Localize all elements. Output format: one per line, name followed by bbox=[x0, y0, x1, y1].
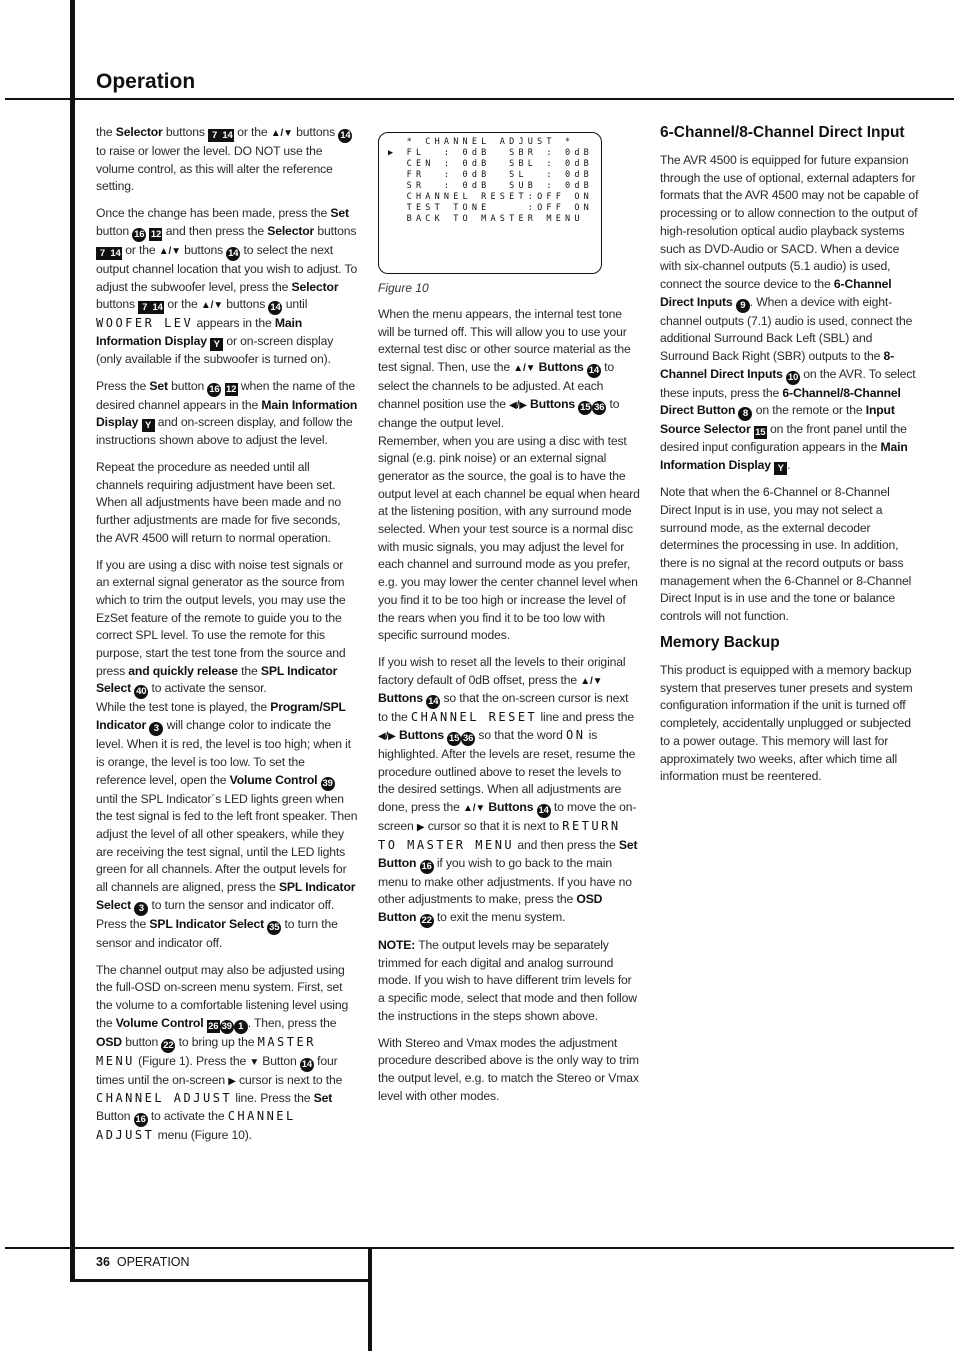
callout-circle: 1 bbox=[234, 1020, 248, 1034]
callout-circle: 22 bbox=[163, 1039, 174, 1051]
footer-rule bbox=[5, 1247, 954, 1249]
paragraph: the Selector buttons 7 14 or the ▲/▼ buttons 14 to raise or lower the level. DO NOT use the volume control, as this will alter the reference setting. bbox=[96, 125, 351, 194]
callout-circle: 14 bbox=[270, 302, 281, 314]
up-down-arrows-icon: ▲/▼ bbox=[580, 675, 603, 687]
up-down-arrows-icon: ▲/▼ bbox=[158, 245, 181, 257]
callout-circle: 14 bbox=[538, 805, 549, 817]
callout-circle: 35 bbox=[269, 921, 280, 933]
paragraph: NOTE: The output levels may be separately trimmed for each digital and analog surround mode. If you wish to have different trim levels for a specific mode, select that mode and then follow the instructions in the steps shown above. bbox=[378, 937, 637, 1023]
lcd-text: MASTER MENU bbox=[96, 1034, 316, 1068]
column-2 bbox=[378, 306, 640, 1114]
callout-circle: 3 bbox=[149, 722, 163, 736]
paragraph: Repeat the procedure as needed until all channels requiring adjustment have been set. When all adjustments have been made and no further adjustments are made for five seconds, the AVR 4500 will return to normal operation. bbox=[96, 460, 342, 545]
paragraph: Remember, when you are using a disc with test signal (e.g. pink noise) or an external signal generator as the source, the goal is to have the output level at each channel be equal when heard at the listening position, with any surround mode selected. When your test source is a normal disc with music signals, you may adjust the level for each channel and surround mode as you prefer, e.g. you may lower the center channel level when you find it to be too high or increase the level of the rears when you find it to be too low with specific surround modes. bbox=[378, 433, 640, 643]
lcd-text: WOOFER LEV bbox=[96, 316, 194, 331]
right-arrow-icon: ▶ bbox=[228, 1075, 236, 1087]
callout-circle: 9 bbox=[736, 299, 750, 313]
callout-circle: 16 bbox=[421, 860, 432, 872]
osd-menu-text: * CHANNEL ADJUST * ▶ FL : 0dB SBR : 0dB CEN : 0dB SBL : 0dB FR : 0dB SL : 0dB SR : 0dB SUB : 0dB CHANNEL RESET:OFF ON TEST TONE :OFF ON BACK TO MASTER MENU bbox=[388, 137, 593, 224]
callout-square: 12 bbox=[225, 383, 237, 395]
callout-square: 12 bbox=[150, 228, 162, 240]
header-rule bbox=[5, 98, 954, 100]
paragraph: The AVR 4500 is equipped for future expansion through the use of optional, external adapters for formats that the AVR 4500 may not be capable of processing or to allow connection to the output of high-resolution optical audio playback systems such as DVD-Audio or SACD. When a device with six-channel outputs (5.1 audio) is used, connect the source device to the 6-Channel Direct Inputs 9 . When a device with eight-channel outputs (7.1) audio is used, connect the additional Surround Back Left (SBL) and Surround Back Right (SBR) outputs to the 8-Channel Direct Inputs 10 on the AVR. To select these inputs, press the 6-Channel/8-Channel Direct Button 8 on the remote or the Input Source Selector 15 on the front panel until the desired input configuration appears in the Main Information Display Y . bbox=[660, 153, 919, 475]
callout-square: 14 bbox=[222, 130, 233, 141]
callout-circle: 15 bbox=[580, 401, 591, 413]
callout-square: 7 bbox=[208, 129, 221, 142]
callout-circle: 8 bbox=[738, 407, 752, 421]
paragraph: Note that when the 6-Channel or 8-Channel Direct Input is in use, you may not select a surround mode, as the external decoder determines the processing in use. In addition, there is no signal at the record outputs or bass management when the 6-Channel or 8-Channel Direct Input is in use and the tone or balance controls will not function. bbox=[660, 485, 912, 624]
lcd-text: RETURN TO MASTER MENU bbox=[378, 819, 621, 852]
callout-circle: 15 bbox=[449, 733, 460, 745]
callout-circle: 16 bbox=[134, 228, 145, 240]
lcd-text: CHANNEL RESET bbox=[410, 710, 538, 725]
callout-circle: 14 bbox=[228, 247, 239, 259]
paragraph: If you wish to reset all the levels to their original factory default of 0dB offset, press the ▲/▼ Buttons 14 so that the on-screen cursor is next to the CHANNEL RESET line and press the ◀/▶ Buttons 15 36 so that the word ON is highlighted. After the levels are reset, resume the procedure outlined above to reset the levels to the desired settings. When all adjustments are done, press the ▲/▼ Buttons 14 to move the on-screen ▶ cursor so that it is next to RETURN TO MASTER MENU and then press the Set Button 16 if you wish to go back to the main menu to make other adjustments. If you have no other adjustments to make, press the OSD Button 22 to exit the menu system. bbox=[378, 654, 638, 926]
callout-circle: 14 bbox=[428, 696, 439, 708]
paragraph: Once the change has been made, press the Set button 16 12 and then press the Selector buttons 7 14 or the ▲/▼ buttons 14 to select the next output channel location that you wish to adjust. To adjust the subwoofer level, press the Selector buttons 7 14 or the ▲/▼ buttons 14 until WOOFER LEV appears in the Main Information Display Y or on-screen display (only available if the subwoofer is turned on). bbox=[96, 206, 358, 366]
callout-circle: 14 bbox=[588, 365, 600, 377]
paragraph: While the test tone is played, the Program/SPL Indicator 3 will change color to indicate the level. When it is red, the level is too high; when it is orange, the level is too low. To set the reference level, open the Volume Control 39 until the SPL Indicator´s LED lights green when the test signal is fed to the left front speaker. Then adjust the level of all other speakers, while they are receiving the test signal, until the LED lights green for all channels. After the output levels for all channels are aligned, press the SPL Indicator Select 3 to turn the sensor and indicator off. Press the SPL Indicator Select 35 to turn the sensor and indicator off. bbox=[96, 700, 358, 950]
callout-square: Y bbox=[142, 419, 155, 432]
callout-square: 14 bbox=[110, 247, 121, 259]
column-3 bbox=[660, 152, 922, 635]
figure-caption: Figure 10 bbox=[378, 281, 429, 295]
callout-square: 26 bbox=[208, 1020, 219, 1032]
paragraph: Press the Set button 16 12 when the name of the desired channel appears in the Main Information Display Y and on-screen display, and follow the instructions shown above to adjust the level. bbox=[96, 378, 358, 448]
column-3-memory bbox=[660, 662, 922, 795]
callout-square: 15 bbox=[755, 427, 766, 439]
callout-circle: 16 bbox=[135, 1114, 146, 1126]
footer-divider-bar bbox=[368, 1248, 372, 1351]
callout-circle: 40 bbox=[136, 686, 147, 698]
right-arrow-icon: ▶ bbox=[416, 822, 425, 834]
callout-circle: 10 bbox=[787, 371, 799, 383]
section-heading: 6-Channel/8-Channel Direct Input bbox=[660, 124, 905, 141]
footer-section: OPERATION bbox=[116, 1255, 190, 1269]
callout-square: 14 bbox=[152, 302, 163, 314]
up-down-arrows-icon: ▲/▼ bbox=[270, 128, 293, 139]
callout-circle: 16 bbox=[209, 383, 220, 395]
callout-square: Y bbox=[210, 338, 223, 351]
callout-square: 7 bbox=[138, 301, 151, 314]
left-right-arrows-icon: ◀/▶ bbox=[378, 731, 396, 743]
paragraph: If you are using a disc with noise test signals or an external signal generator as the source from which to trim the output levels, you may use the EzSet feature of the remote to guide you to the correct SPL level. To use the remote for this purpose, start the test tone from the source and press and quickly release the SPL Indicator Select 40 to activate the sensor. bbox=[96, 557, 346, 698]
lcd-text: ON bbox=[565, 728, 586, 743]
callout-square: 7 bbox=[96, 247, 109, 260]
lcd-text: CHANNEL ADJUST bbox=[96, 1091, 233, 1106]
section-heading: Memory Backup bbox=[660, 634, 780, 651]
callout-circle: 14 bbox=[340, 130, 351, 141]
footer-underline bbox=[70, 1279, 371, 1282]
paragraph: With Stereo and Vmax modes the adjustment procedure described above is the only way to trim the output level, e.g. to match the Stereo or Vmax level with other modes. bbox=[378, 1035, 639, 1103]
callout-circle: 36 bbox=[463, 733, 474, 745]
page-footer bbox=[96, 1255, 190, 1269]
up-down-arrows-icon: ▲/▼ bbox=[463, 803, 486, 815]
callout-circle: 39 bbox=[221, 1020, 232, 1032]
paragraph: When the menu appears, the internal test tone will be turned off. This will allow you to use your external test disc or other source material as the test signal. Then, use the ▲/▼ Buttons 14 to select the channels to be adjusted. At each channel position use the ◀/▶ Buttons 15 36 to change the output level. bbox=[378, 307, 631, 430]
column-1 bbox=[96, 124, 358, 1154]
callout-circle: 36 bbox=[594, 401, 605, 413]
lcd-text: CHANNEL ADJUST bbox=[96, 1109, 296, 1143]
up-down-arrows-icon: ▲/▼ bbox=[200, 300, 224, 312]
left-margin-bar bbox=[70, 0, 75, 1282]
page-title: Operation bbox=[96, 70, 196, 93]
up-down-arrows-icon: ▲/▼ bbox=[513, 363, 536, 375]
callout-circle: 22 bbox=[421, 914, 432, 926]
paragraph: The channel output may also be adjusted using the full-OSD on-screen menu system. First, set the volume to a comfortable listening level using the Volume Control 26 39 1 . Then, press the OSD button 22 to bring up the MASTER MENU (Figure 1). Press the ▼ Button 14 four times until the on-screen ▶ cursor is next to the CHANNEL ADJUST line. Press the Set Button 16 to activate the CHANNEL ADJUST menu (Figure 10). bbox=[96, 962, 349, 1143]
page-number: 36 bbox=[96, 1255, 110, 1269]
callout-circle: 14 bbox=[301, 1058, 313, 1070]
left-right-arrows-icon: ◀/▶ bbox=[509, 399, 527, 411]
paragraph: This product is equipped with a memory backup system that preserves tuner presets and system configuration information if the unit is turned off completely, accidentally unplugged or subjected to a power outage. This memory will last for approximately two weeks, after which time all information must be reentered. bbox=[660, 663, 913, 784]
callout-circle: 3 bbox=[134, 902, 148, 916]
callout-square: Y bbox=[774, 462, 787, 475]
down-arrow-icon: ▼ bbox=[249, 1056, 260, 1068]
callout-circle: 39 bbox=[322, 777, 333, 789]
